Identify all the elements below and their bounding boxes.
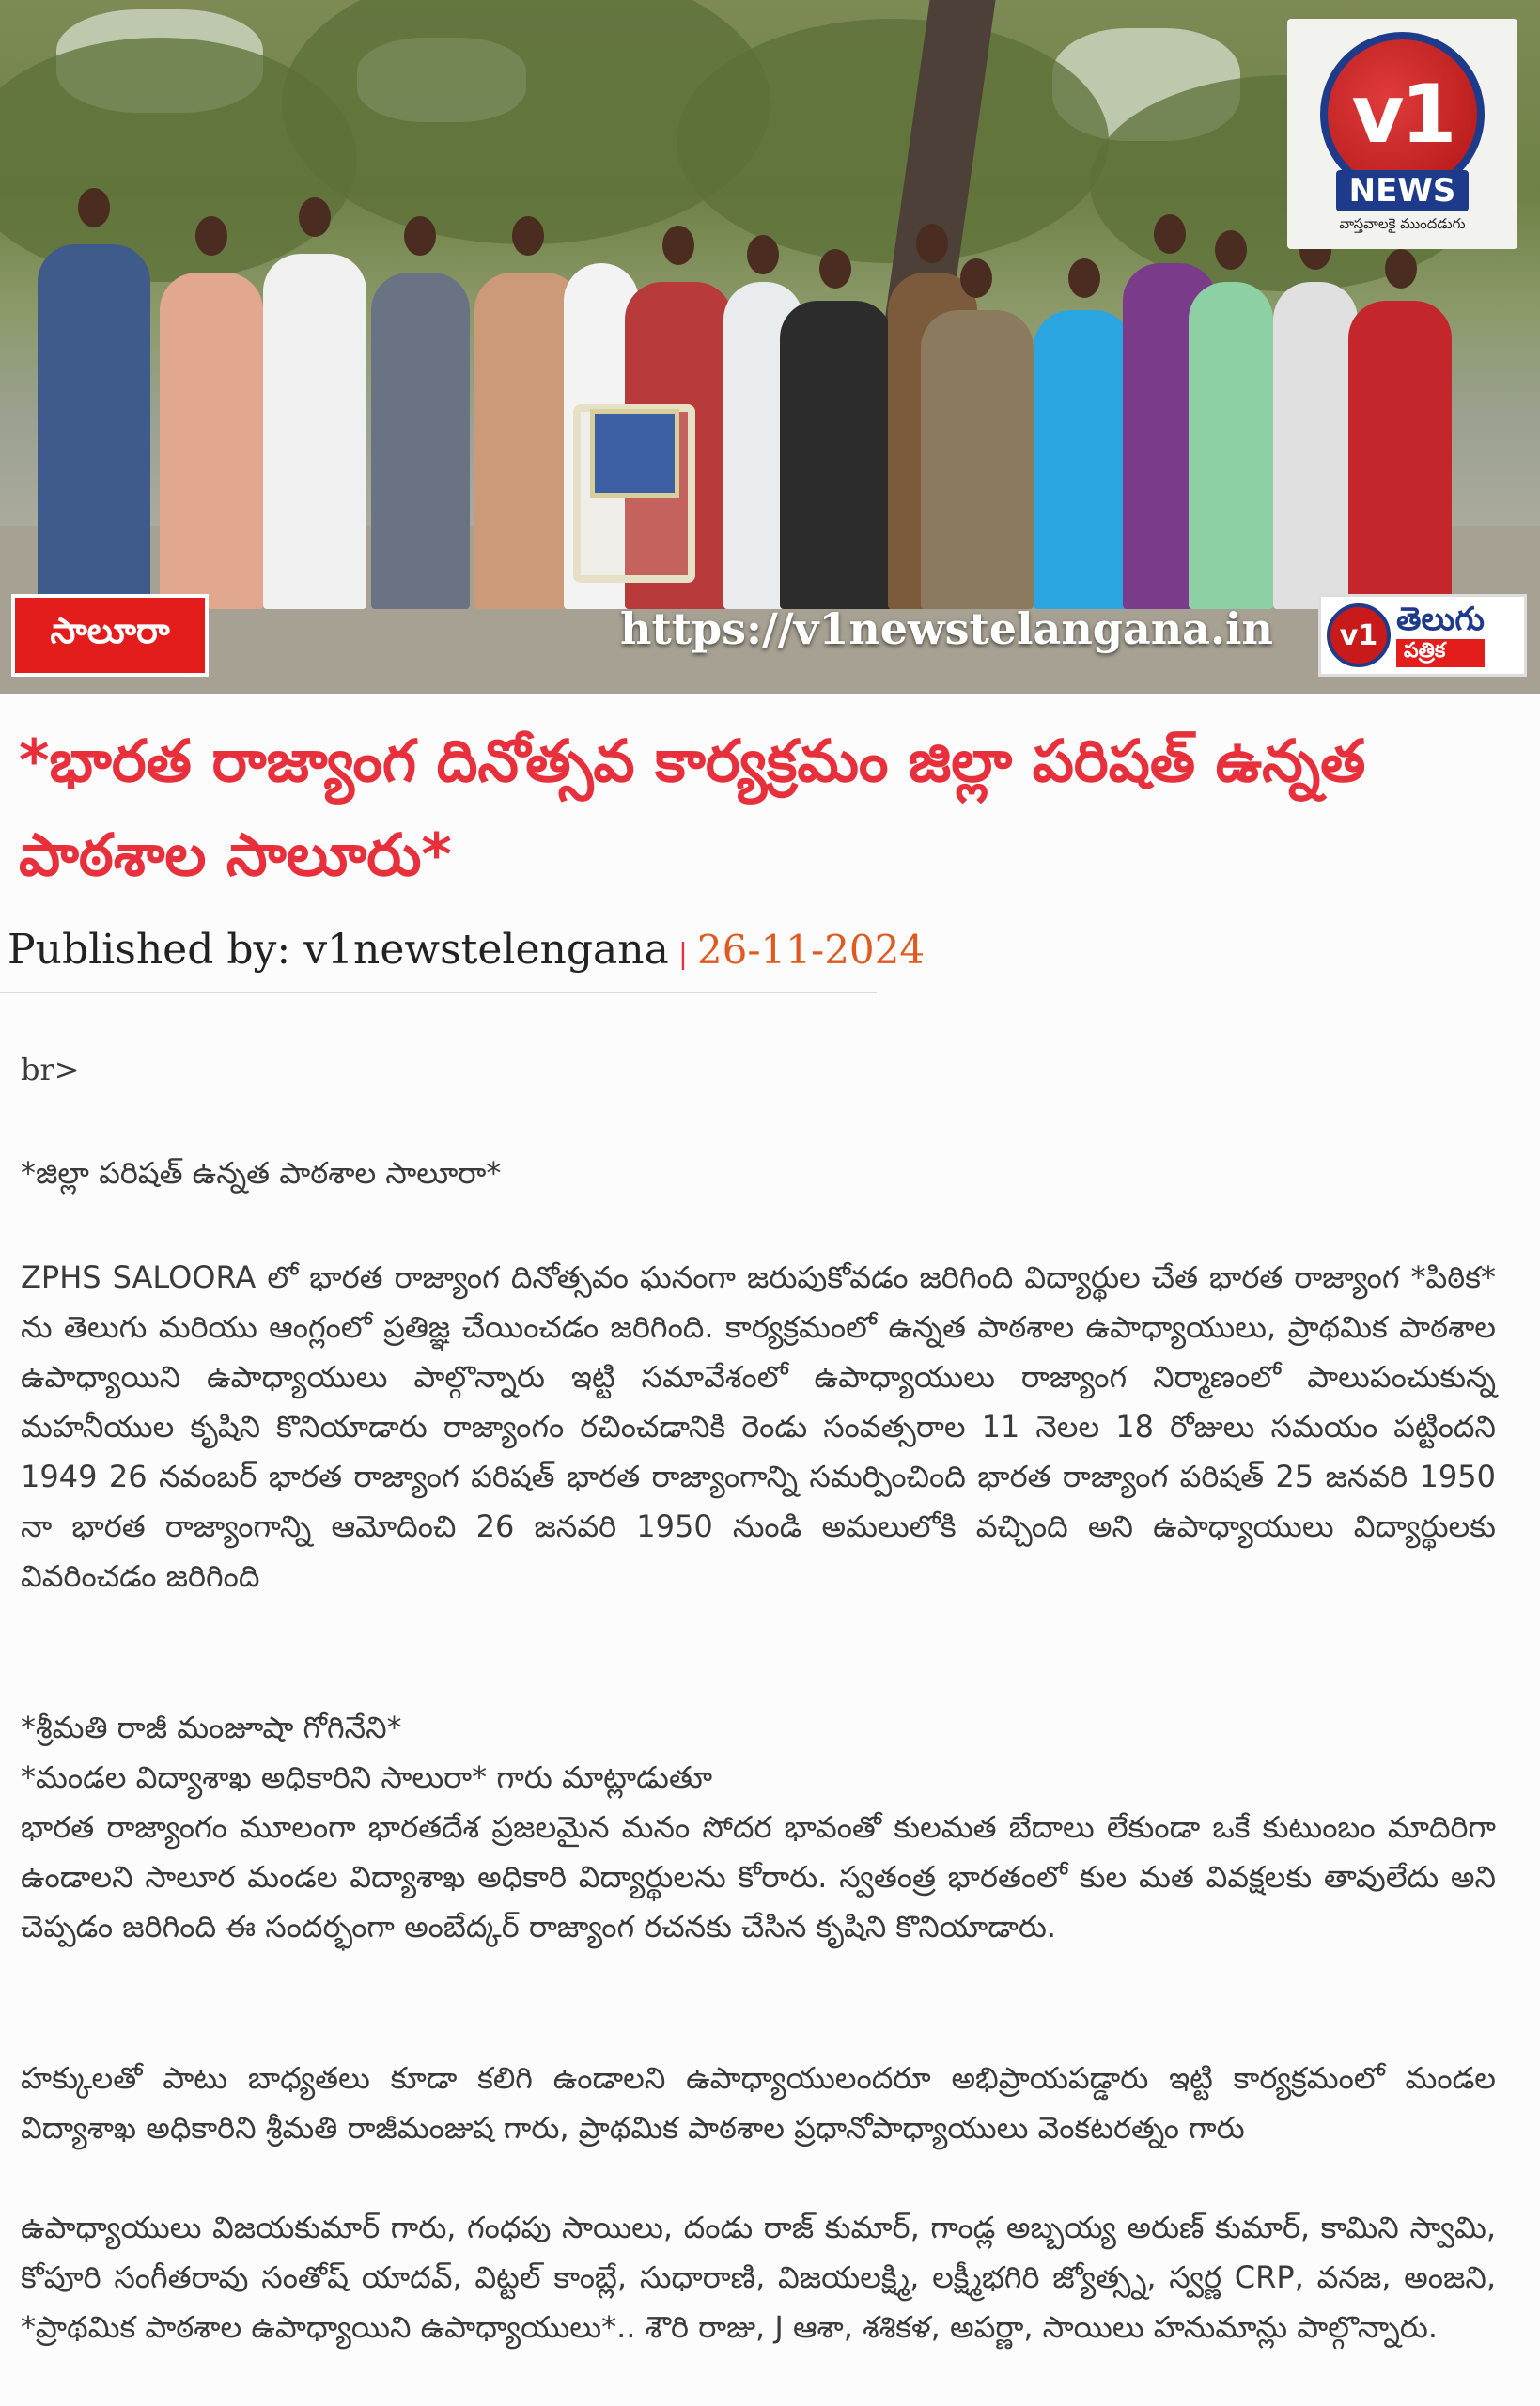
logo-tagline: వాస్తవాలకై ముందడుగు	[1339, 215, 1466, 232]
br-text: br>	[21, 1052, 80, 1087]
pt-logo-patrika: పత్రిక	[1396, 639, 1485, 667]
paragraph-event-details: ZPHS SALOORA లో భారత రాజ్యాంగ దినోత్సవం ఘనంగా జరుపుకోవడం జరిగింది విద్యార్థుల చేత భారత రాజ్యాంగ *పిఠిక* ను తెలుగు మరియు ఆంగ్లంలో ప్రతిజ్ఞ చేయించడం జరిగింది. కార్యక్రమంలో ఉన్నత పాఠశాల ఉపాధ్యాయులు, ప్రాథమిక పాఠశాల ఉపాధ్యాయిని ఉపాధ్యాయులు పాల్గొన్నారు ఇట్టి సమావేశంలో ఉపాధ్యాయులు రాజ్యాంగ నిర్మాణంలో పాలుపంచుకున్న మహనీయుల కృషిని కొనియాడారు రాజ్యాంగం రచించడానికి రెండు సంవత్సరాల 11 నెలల 18 రోజులు సమయం పట్టిందని 1949 26 నవంబర్ భారత రాజ్యాంగ పరిషత్ భారత రాజ్యాంగాన్ని సమర్పించింది భారత రాజ్యాంగ పరిషత్ 25 జనవరి 1950 నా భారత రాజ్యాంగాన్ని ఆమోదించి 26 జనవరి 1950 నుండి అమలులోకి వచ్చింది అని ఉపాధ్యాయులు విద్యార్థులకు వివరించడం జరిగింది	[21, 1259, 1496, 1594]
pt-logo-telugu: తెలుగు	[1396, 601, 1485, 638]
event-photo	[0, 0, 1540, 694]
published-by: Published by: v1newstelengana	[8, 926, 669, 974]
byline	[8, 926, 925, 974]
byline-separator: |	[677, 938, 688, 971]
telugu-patrika-logo	[1318, 594, 1527, 677]
site-url-watermark: https://v1newstelangana.in	[620, 603, 1273, 654]
paragraph-rights-duties: హక్కులతో పాటు బాధ్యతలు కూడా కలిగి ఉండాలని ఉపాధ్యాయులందరూ అభిప్రాయపడ్డారు ఇట్టి కార్యక్రమంలో మండల విద్యాశాఖ అధికారిని శ్రీమతి రాజీమంజుష గారు, ప్రాథమిక పాఠశాల ప్రధానోపాధ్యాయులు వెంకటరత్నం గారు	[21, 2060, 1496, 2146]
pt-logo-circle: v1	[1327, 603, 1391, 667]
paragraph-speech: భారత రాజ్యాంగం మూలంగా భారతదేశ ప్రజలమైన మనం సోదర భావంతో కులమత బేదాలు లేకుండా ఒకే కుటుంబం మాదిరిగా ఉండాలని సాలూర మండల విద్యాశాఖ అధికారి విద్యార్థులను కోరారు. స్వతంత్ర భారతంలో కుల మత వివక్షలకు తావులేదు అని చెప్పడం జరిగింది ఈ సందర్భంగా అంబేద్కర్ రాజ్యాంగ రచనకు చేసిన కృషిని కొనియాడారు.	[21, 1809, 1496, 1945]
logo-news-text: NEWS	[1336, 170, 1470, 211]
paragraph-speaker-title: *మండల విద్యాశాఖ అధికారిని సాలురా* గారు మాట్లాడుతూ	[21, 1759, 713, 1795]
logo-v1-text: v1	[1351, 67, 1454, 162]
place-badge: సాలూరా	[11, 594, 209, 677]
ambedkar-portrait	[590, 409, 679, 498]
v1-news-logo	[1287, 19, 1517, 249]
paragraph-participants: ఉపాధ్యాయులు విజయకుమార్ గారు, గంధపు సాయిలు, దండు రాజ్ కుమార్, గాండ్ల అబ్బయ్య అరుణ్ కుమార్, కామిని స్వామి, కోపూరి సంగీతరావు సంతోష్ యాదవ్, విట్టల్ కాంబ్లే, సుధారాణి, విజయలక్ష్మి, లక్ష్మీభగిరి జ్యోత్స్న, స్వర్ణ CRP, వనజ, అంజని, *ప్రాథమిక పాఠశాల ఉపాధ్యాయిని ఉపాధ్యాయులు*.. శౌరి రాజు, J ఆశా, శశికళ, అపర్ణా, సాయిలు హనుమాన్లు పాల్గొన్నారు.	[21, 2210, 1496, 2345]
paragraph-school-name: *జిల్లా పరిషత్ ఉన్నత పాఠశాల సాలూరా*	[21, 1155, 502, 1191]
article-headline: *భారత రాజ్యాంగ దినోత్సవ కార్యక్రమం జిల్లా పరిషత్ ఉన్నత పాఠశాల సాలూరు*	[19, 726, 1366, 889]
paragraph-speaker-name: *శ్రీమతి రాజీ మంజూషా గోగినేని*	[21, 1710, 402, 1745]
publish-date: 26-11-2024	[696, 927, 926, 973]
byline-divider	[0, 992, 877, 993]
